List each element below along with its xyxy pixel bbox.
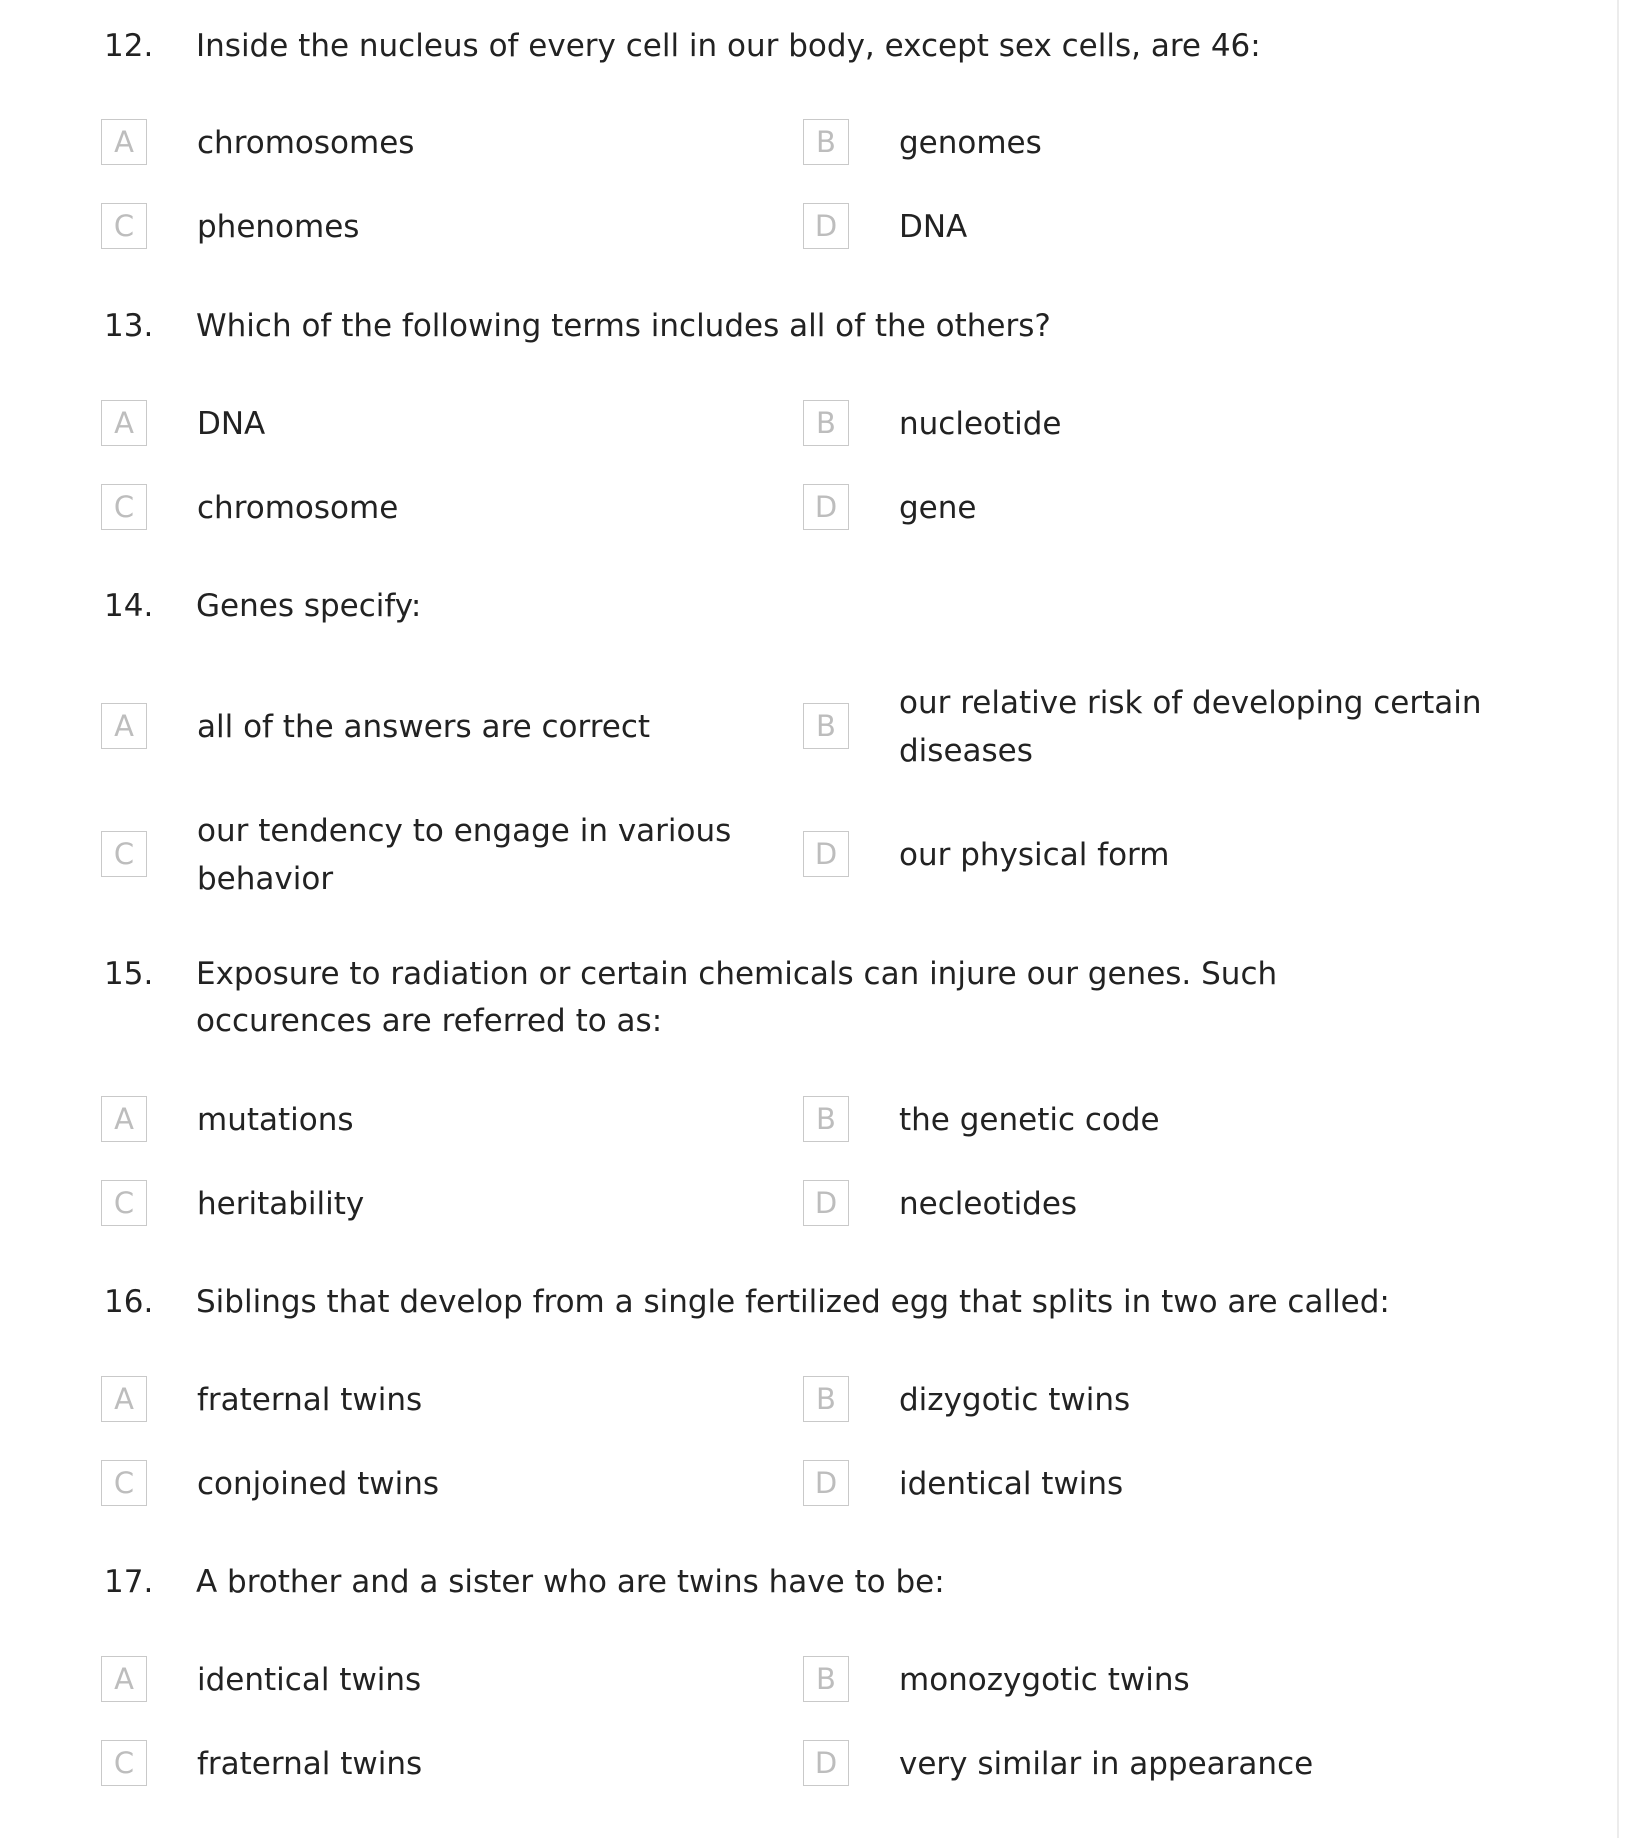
answer-option-a[interactable] bbox=[101, 703, 701, 751]
option-text: identical twins bbox=[899, 1466, 1124, 1502]
option-text: fraternal twins bbox=[197, 1746, 423, 1782]
option-text: DNA bbox=[899, 209, 968, 245]
option-text: chromosomes bbox=[197, 125, 415, 161]
answer-option-c[interactable] bbox=[101, 1180, 701, 1228]
option-text: the genetic code bbox=[899, 1102, 1160, 1138]
option-letter-box[interactable]: B bbox=[803, 1376, 849, 1422]
answer-option-d[interactable] bbox=[803, 1460, 1523, 1508]
answer-option-c[interactable] bbox=[101, 813, 732, 897]
option-text: monozygotic twins bbox=[899, 1662, 1190, 1698]
answer-option-a[interactable] bbox=[101, 119, 701, 167]
option-text: identical twins bbox=[197, 1662, 422, 1698]
option-text: phenomes bbox=[197, 209, 360, 245]
option-text: our physical form bbox=[899, 837, 1170, 873]
option-text: conjoined twins bbox=[197, 1466, 440, 1502]
answer-option-b[interactable] bbox=[803, 400, 1523, 448]
question-number: 12. bbox=[104, 28, 154, 64]
option-letter-box[interactable]: D bbox=[803, 484, 849, 530]
answer-option-d[interactable] bbox=[803, 1740, 1523, 1788]
answer-option-d[interactable] bbox=[803, 484, 1523, 532]
option-letter-box[interactable]: D bbox=[803, 1180, 849, 1226]
question-number: 17. bbox=[104, 1564, 154, 1600]
option-text: fraternal twins bbox=[197, 1382, 423, 1418]
question-text: A brother and a sister who are twins have to be: bbox=[196, 1564, 945, 1600]
answer-option-a[interactable] bbox=[101, 1096, 701, 1144]
option-letter-box[interactable]: B bbox=[803, 1096, 849, 1142]
answer-option-c[interactable] bbox=[101, 1460, 701, 1508]
option-letter-box[interactable]: B bbox=[803, 400, 849, 446]
answer-option-c[interactable] bbox=[101, 203, 701, 251]
option-letter-box[interactable]: B bbox=[803, 703, 849, 749]
option-text: our tendency to engage in various behavior bbox=[197, 813, 732, 897]
answer-option-d[interactable] bbox=[803, 1180, 1523, 1228]
option-text: nucleotide bbox=[899, 406, 1062, 442]
option-text: DNA bbox=[197, 406, 266, 442]
answer-option-b[interactable] bbox=[803, 1656, 1523, 1704]
question-number: 15. bbox=[104, 956, 154, 992]
answer-option-b[interactable] bbox=[803, 1376, 1523, 1424]
answer-option-d[interactable] bbox=[803, 831, 1523, 879]
question-text: Inside the nucleus of every cell in our body, except sex cells, are 46: bbox=[196, 28, 1261, 64]
answer-option-b[interactable] bbox=[803, 1096, 1523, 1144]
answer-option-a[interactable] bbox=[101, 1656, 701, 1704]
answer-option-b[interactable] bbox=[803, 119, 1523, 167]
option-letter-box[interactable]: A bbox=[101, 1376, 147, 1422]
question-text: Genes specify: bbox=[196, 588, 422, 624]
option-text: genomes bbox=[899, 125, 1042, 161]
option-letter-box[interactable]: A bbox=[101, 1656, 147, 1702]
answer-option-b[interactable] bbox=[803, 685, 1523, 769]
option-text: mutations bbox=[197, 1102, 354, 1138]
option-text: heritability bbox=[197, 1186, 365, 1222]
option-text: all of the answers are correct bbox=[197, 709, 651, 745]
option-text: our relative risk of developing certain diseases bbox=[899, 685, 1482, 769]
question-text: Which of the following terms includes all of the others? bbox=[196, 308, 1051, 344]
answer-option-a[interactable] bbox=[101, 400, 701, 448]
option-letter-box[interactable]: A bbox=[101, 400, 147, 446]
option-text: necleotides bbox=[899, 1186, 1078, 1222]
option-letter-box[interactable]: A bbox=[101, 1096, 147, 1142]
question-number: 13. bbox=[104, 308, 154, 344]
question-text: Exposure to radiation or certain chemicals can injure our genes. Such occurences are referred to as: bbox=[196, 956, 1278, 1039]
answer-option-c[interactable] bbox=[101, 484, 701, 532]
option-letter-box[interactable]: C bbox=[101, 484, 147, 530]
option-letter-box[interactable]: A bbox=[101, 119, 147, 165]
page-right-divider bbox=[1617, 0, 1619, 1838]
answer-option-a[interactable] bbox=[101, 1376, 701, 1424]
option-letter-box[interactable]: B bbox=[803, 1656, 849, 1702]
option-text: gene bbox=[899, 490, 977, 526]
option-letter-box[interactable]: D bbox=[803, 203, 849, 249]
option-letter-box[interactable]: D bbox=[803, 1740, 849, 1786]
option-letter-box[interactable]: C bbox=[101, 203, 147, 249]
option-text: dizygotic twins bbox=[899, 1382, 1131, 1418]
answer-option-d[interactable] bbox=[803, 203, 1523, 251]
option-letter-box[interactable]: C bbox=[101, 1180, 147, 1226]
option-letter-box[interactable]: D bbox=[803, 1460, 849, 1506]
question-text: Siblings that develop from a single fertilized egg that splits in two are called: bbox=[196, 1284, 1390, 1320]
option-letter-box[interactable]: B bbox=[803, 119, 849, 165]
option-text: chromosome bbox=[197, 490, 399, 526]
question-number: 16. bbox=[104, 1284, 154, 1320]
option-letter-box[interactable]: C bbox=[101, 831, 147, 877]
option-letter-box[interactable]: A bbox=[101, 703, 147, 749]
option-letter-box[interactable]: D bbox=[803, 831, 849, 877]
answer-option-c[interactable] bbox=[101, 1740, 701, 1788]
option-letter-box[interactable]: C bbox=[101, 1460, 147, 1506]
option-letter-box[interactable]: C bbox=[101, 1740, 147, 1786]
question-number: 14. bbox=[104, 588, 154, 624]
option-text: very similar in appearance bbox=[899, 1746, 1314, 1782]
